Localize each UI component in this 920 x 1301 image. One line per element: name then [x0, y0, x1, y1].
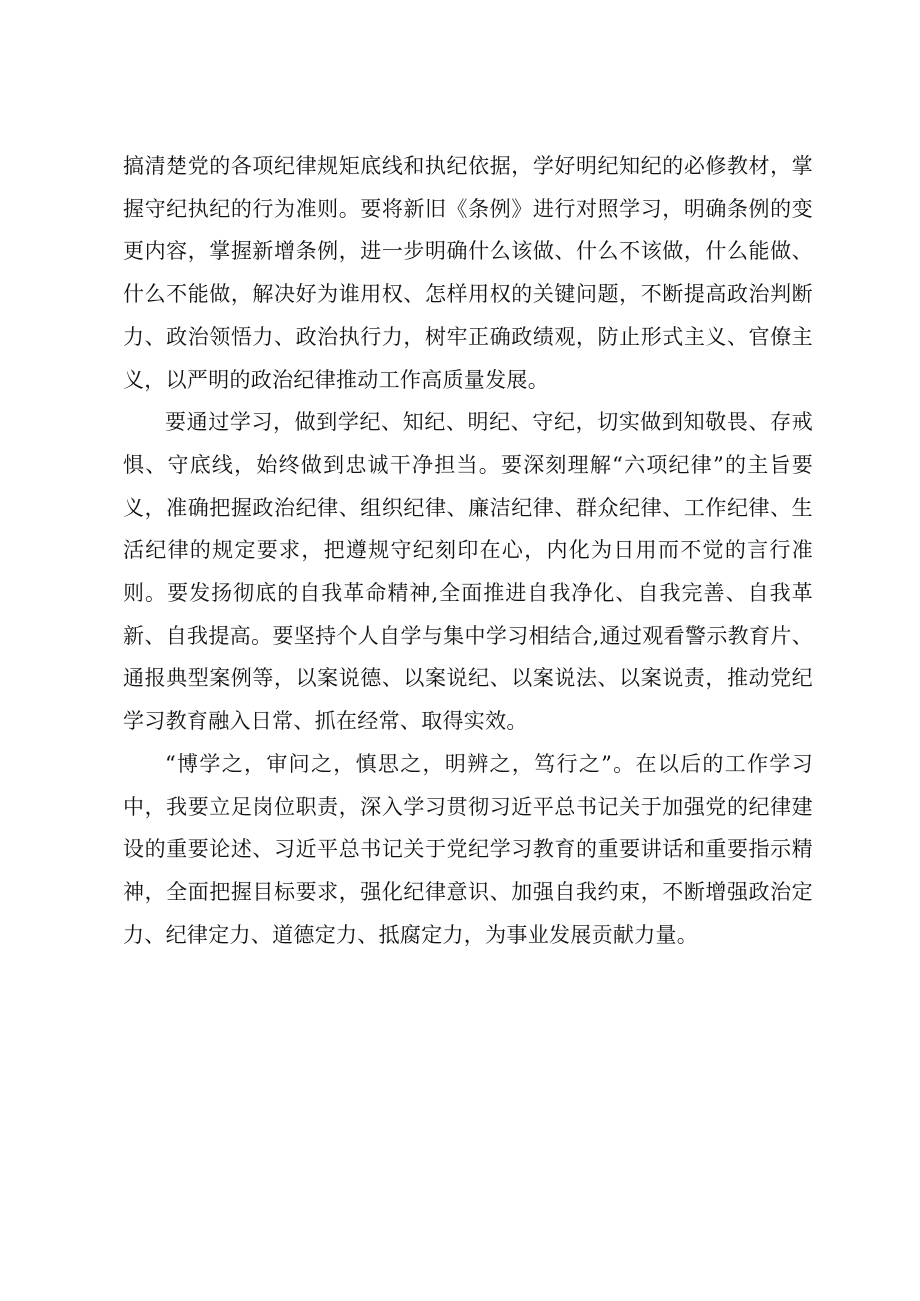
paragraph-continuation: 搞清楚党的各项纪律规矩底线和执纪依据，学好明纪知纪的必修教材，掌握守纪执纪的行为准则。要将新旧《条例》进行对照学习，明确条例的变更内容，掌握新增条例，进一步明确什么该做、什么不该做，什么能做、什么不能做，解决好为谁用权、怎样用权的关键问题，不断提高政治判断力、政治领悟力、政治执行力，树牢正确政绩观，防止形式主义、官僚主义，以严明的政治纪律推动工作高质量发展。 [123, 154, 813, 392]
document-body [123, 145, 813, 956]
paragraph-future-work: “博学之，审问之，慎思之，明辨之，笃行之”。在以后的工作学习中，我要立足岗位职责，深入学习贯彻习近平总书记关于加强党的纪律建设的重要论述、习近平总书记关于党纪学习教育的重要讲话和重要指示精神，全面把握目标要求，强化纪律意识、加强自我约束，不断增强政治定力、纪律定力、道德定力、抵腐定力，为事业发展贡献力量。 [123, 751, 813, 947]
paragraph-study-discipline: 要通过学习，做到学纪、知纪、明纪、守纪，切实做到知敬畏、存戒惧、守底线，始终做到忠诚干净担当。要深刻理解“六项纪律”的主旨要义，准确把握政治纪律、组织纪律、廉洁纪律、群众纪律、工作纪律、生活纪律的规定要求，把遵规守纪刻印在心，内化为日用而不觉的言行准则。要发扬彻底的自我革命精神,全面推进自我净化、自我完善、自我革新、自我提高。要坚持个人自学与集中学习相结合,通过观看警示教育片、通报典型案例等，以案说德、以案说纪、以案说法、以案说责，推动党纪学习教育融入日常、抓在经常、取得实效。 [123, 410, 813, 734]
